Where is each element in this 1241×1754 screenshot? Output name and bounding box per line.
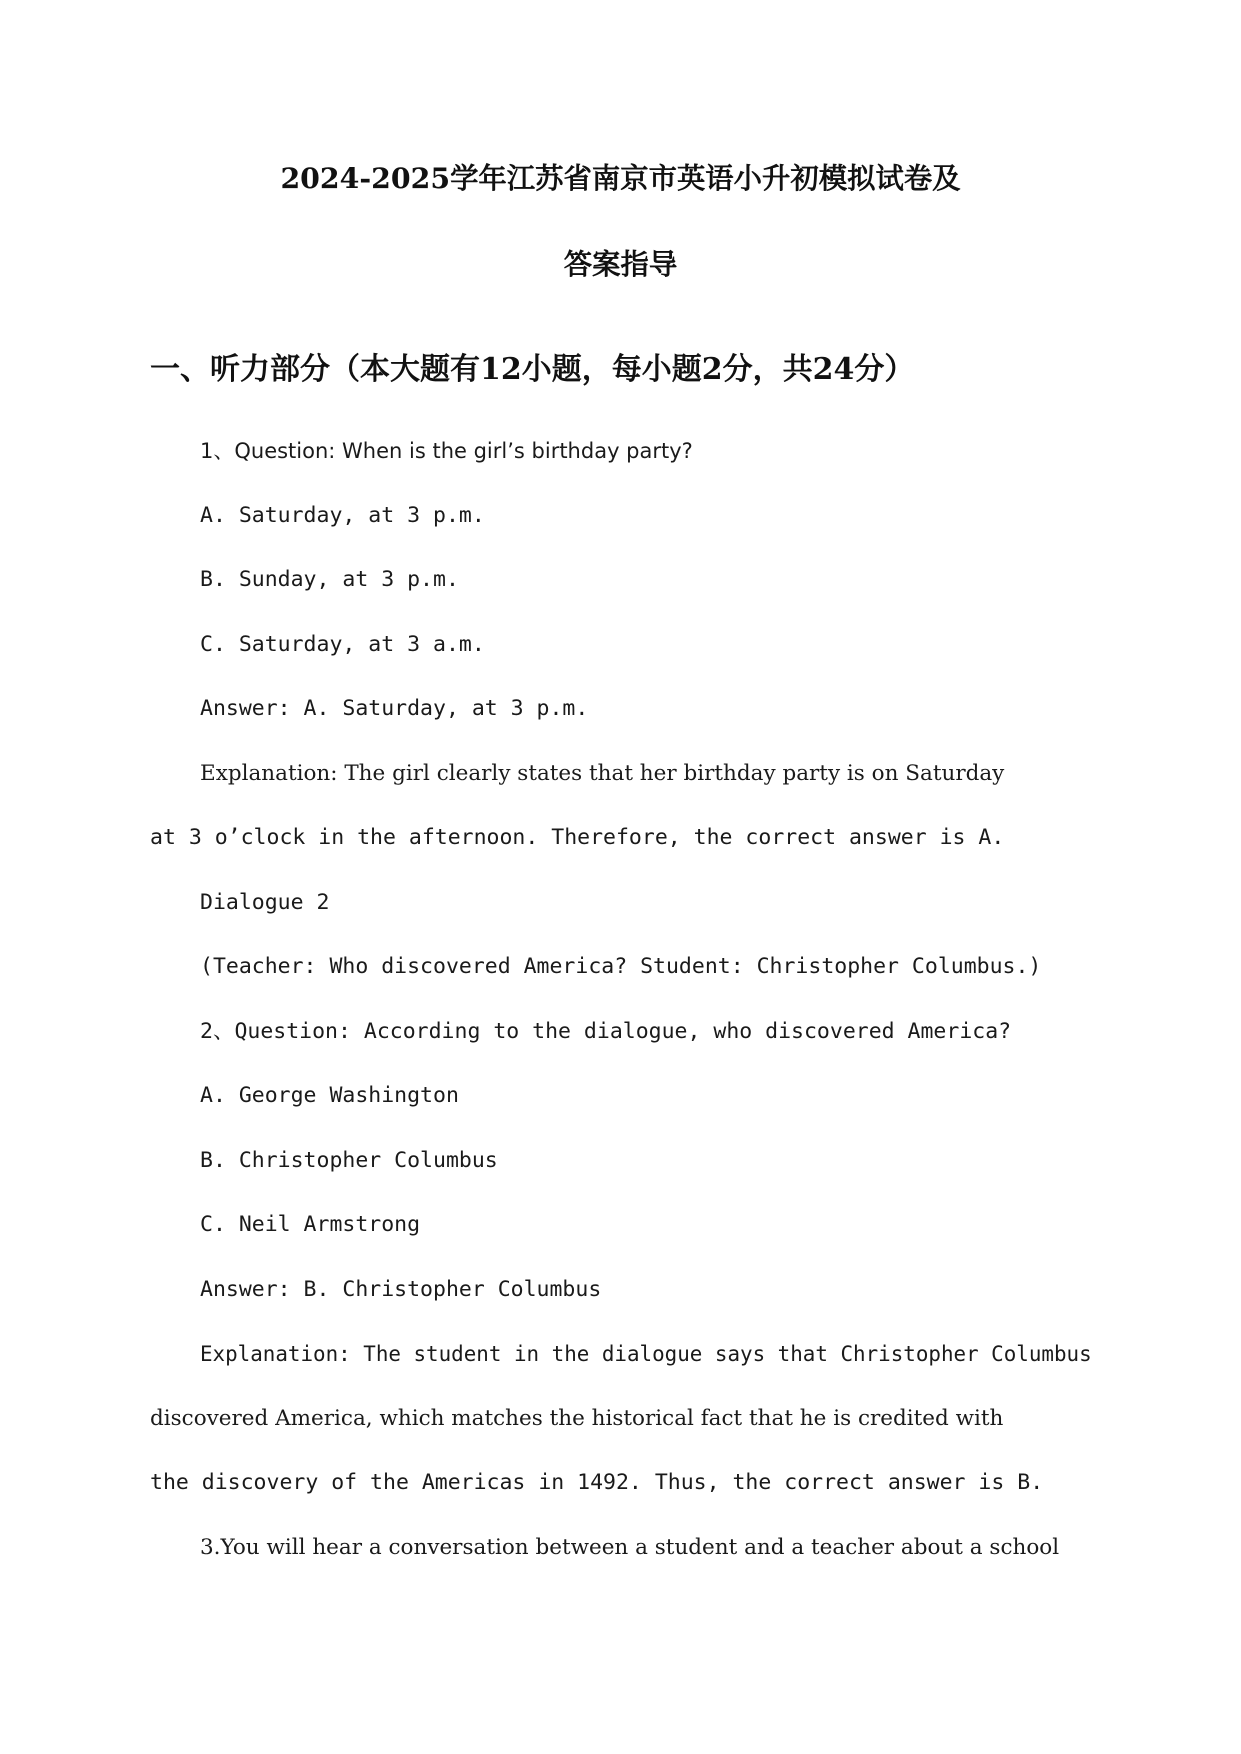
question-1-option-a: A. Saturday, at 3 p.m. bbox=[200, 503, 485, 528]
question-1: 1、Question: When is the girl’s birthday party? bbox=[200, 439, 693, 463]
question-2-option-b: B. Christopher Columbus bbox=[200, 1148, 498, 1173]
question-2-answer: Answer: B. Christopher Columbus bbox=[200, 1277, 602, 1302]
question-1-option-b: B. Sunday, at 3 p.m. bbox=[200, 567, 459, 592]
question-3-intro: 3.You will hear a conversation between a student and a teacher about a school bbox=[200, 1535, 1060, 1560]
question-2-explanation-line-3: the discovery of the Americas in 1492. Thus, the correct answer is B. bbox=[150, 1470, 1044, 1495]
question-2-explanation-line-2: discovered America, which matches the historical fact that he is credited with bbox=[150, 1406, 1004, 1431]
section-heading: 一、听力部分（本大题有12小题，每小题2分，共24分） bbox=[150, 352, 915, 387]
question-1-answer: Answer: A. Saturday, at 3 p.m. bbox=[200, 696, 589, 721]
question-2-option-a: A. George Washington bbox=[200, 1083, 459, 1108]
document-title-line-1: 2024-2025学年江苏省南京市英语小升初模拟试卷及 bbox=[280, 161, 961, 195]
question-1-option-c: C. Saturday, at 3 a.m. bbox=[200, 632, 485, 657]
dialogue-2-transcript: (Teacher: Who discovered America? Student: Christopher Columbus.) bbox=[200, 954, 1042, 979]
question-2-option-c: C. Neil Armstrong bbox=[200, 1212, 421, 1237]
question-2: 2、Question: According to the dialogue, who discovered America? bbox=[200, 1019, 1012, 1044]
question-1-explanation-line-2: at 3 o’clock in the afternoon. Therefore, the correct answer is A. bbox=[150, 825, 1005, 850]
document-title-line-2: 答案指导 bbox=[563, 247, 678, 281]
question-2-explanation-line-1: Explanation: The student in the dialogue says that Christopher Columbus bbox=[200, 1342, 1092, 1366]
dialogue-2-label: Dialogue 2 bbox=[200, 890, 330, 915]
question-1-explanation-line-1: Explanation: The girl clearly states that her birthday party is on Saturday bbox=[200, 761, 1005, 786]
